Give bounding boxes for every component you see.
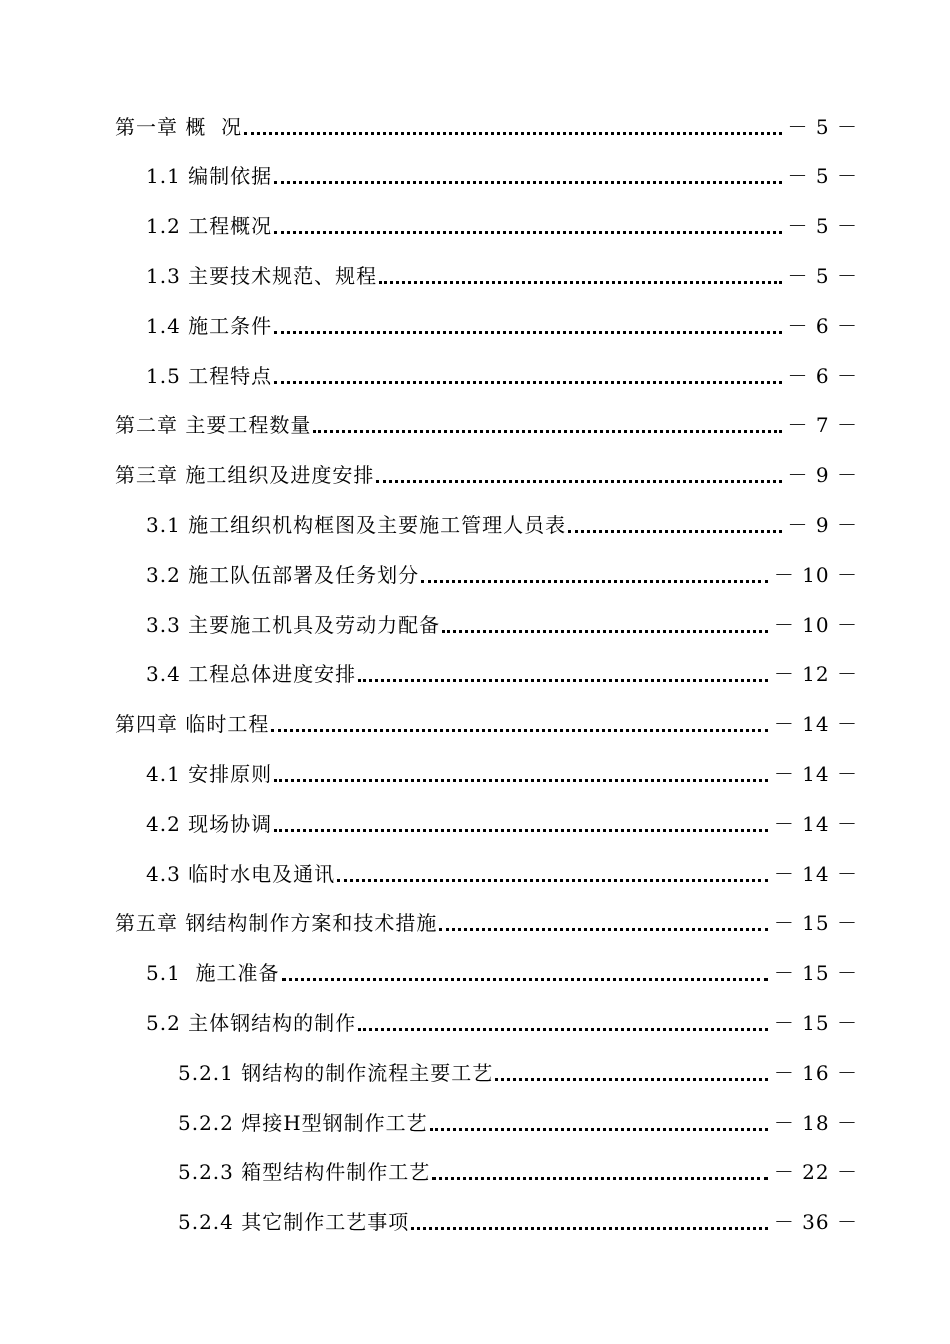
toc-entry[interactable] xyxy=(0,698,950,748)
toc-entry-page-number: － 5 － xyxy=(787,214,858,239)
toc-entry[interactable] xyxy=(0,897,950,947)
toc-entry-page-number: － 9 － xyxy=(787,512,858,537)
toc-entry-page-number: － 10 － xyxy=(773,612,858,637)
toc-entry-title: 4.3 临时水电及通讯 xyxy=(146,861,336,886)
dot-leader xyxy=(439,908,767,931)
toc-entry[interactable] xyxy=(0,1146,950,1196)
toc-entry-page-number: － 7 － xyxy=(787,413,858,438)
dot-leader xyxy=(495,1058,768,1081)
dot-leader xyxy=(274,211,781,234)
dot-leader xyxy=(274,759,768,782)
toc-entry-title: 1.4 施工条件 xyxy=(146,313,273,338)
dot-leader xyxy=(274,809,768,832)
toc-entry-title: 3.1 施工组织机构框图及主要施工管理人员表 xyxy=(146,512,567,537)
toc-entry-title: 3.4 工程总体进度安排 xyxy=(146,662,357,687)
dot-leader xyxy=(274,161,781,184)
toc-entry-title: 第二章 主要工程数量 xyxy=(115,413,312,438)
toc-entry[interactable] xyxy=(0,1046,950,1096)
toc-entry[interactable] xyxy=(0,1196,950,1246)
toc-entry[interactable] xyxy=(0,598,950,648)
toc-entry[interactable] xyxy=(0,200,950,250)
toc-entry[interactable] xyxy=(0,548,950,598)
toc-entry[interactable] xyxy=(0,299,950,349)
toc-entry-title: 1.5 工程特点 xyxy=(146,363,273,388)
toc-entry-page-number: － 18 － xyxy=(773,1110,858,1135)
toc-entry-title: 3.3 主要施工机具及劳动力配备 xyxy=(146,612,441,637)
dot-leader xyxy=(271,709,767,732)
toc-entry[interactable] xyxy=(0,996,950,1046)
toc-entry-page-number: － 5 － xyxy=(787,164,858,189)
toc-entry-title: 5.2.1 钢结构的制作流程主要工艺 xyxy=(178,1060,494,1085)
toc-entry-title: 1.2 工程概况 xyxy=(146,214,273,239)
dot-leader xyxy=(274,311,781,334)
dot-leader xyxy=(337,859,768,882)
toc-entry-page-number: － 36 － xyxy=(773,1210,858,1235)
toc-entry-page-number: － 12 － xyxy=(773,662,858,687)
toc-entry-title: 第四章 临时工程 xyxy=(115,712,270,737)
toc-entry-page-number: － 14 － xyxy=(773,861,858,886)
toc-entry-title: 5.2 主体钢结构的制作 xyxy=(146,1010,357,1035)
toc-entry-page-number: － 14 － xyxy=(773,712,858,737)
dot-leader xyxy=(421,560,768,583)
toc-entry-page-number: － 10 － xyxy=(773,562,858,587)
toc-entry-page-number: － 5 － xyxy=(787,114,858,139)
dot-leader xyxy=(376,460,781,483)
toc-entry-title: 5.2.2 焊接H型钢制作工艺 xyxy=(178,1110,428,1135)
toc-entry-title: 第三章 施工组织及进度安排 xyxy=(115,463,375,488)
toc-entry-page-number: － 14 － xyxy=(773,761,858,786)
toc-entry[interactable] xyxy=(0,249,950,299)
toc-entry-page-number: － 6 － xyxy=(787,363,858,388)
toc-entry-page-number: － 9 － xyxy=(787,463,858,488)
toc-entry[interactable] xyxy=(0,648,950,698)
toc-entry[interactable] xyxy=(0,747,950,797)
toc-entry[interactable] xyxy=(0,349,950,399)
toc-entry[interactable] xyxy=(0,797,950,847)
dot-leader xyxy=(430,1108,768,1131)
toc-entry-title: 4.2 现场协调 xyxy=(146,811,273,836)
toc-entry[interactable] xyxy=(0,1096,950,1146)
toc-entry[interactable] xyxy=(0,100,950,150)
toc-entry[interactable] xyxy=(0,947,950,997)
toc-entry-page-number: － 22 － xyxy=(773,1160,858,1185)
toc-entry[interactable] xyxy=(0,847,950,897)
dot-leader xyxy=(244,112,781,135)
toc-entry[interactable] xyxy=(0,399,950,449)
dot-leader xyxy=(274,361,781,384)
toc-entry-page-number: － 5 － xyxy=(787,263,858,288)
toc-entry-page-number: － 6 － xyxy=(787,313,858,338)
dot-leader xyxy=(358,1008,768,1031)
toc-entry[interactable] xyxy=(0,498,950,548)
dot-leader xyxy=(411,1207,768,1230)
toc-entry-title: 5.2.4 其它制作工艺事项 xyxy=(178,1210,410,1235)
toc-entry-title: 4.1 安排原则 xyxy=(146,761,273,786)
toc-entry-page-number: － 16 － xyxy=(773,1060,858,1085)
dot-leader xyxy=(379,261,781,284)
dot-leader xyxy=(313,410,781,433)
dot-leader xyxy=(442,610,768,633)
toc-entry[interactable] xyxy=(0,449,950,499)
toc-entry-page-number: － 15 － xyxy=(773,911,858,936)
toc-entry-title: 第五章 钢结构制作方案和技术措施 xyxy=(115,911,438,936)
toc-entry-title: 5.1 施工准备 xyxy=(146,961,280,986)
toc-entry-title: 5.2.3 箱型结构件制作工艺 xyxy=(178,1160,431,1185)
toc-entry-title: 1.1 编制依据 xyxy=(146,164,273,189)
toc-entry-page-number: － 14 － xyxy=(773,811,858,836)
toc-entry-title: 3.2 施工队伍部署及任务划分 xyxy=(146,562,420,587)
toc-entry-title: 第一章 概 况 xyxy=(115,114,243,139)
toc-entry-page-number: － 15 － xyxy=(773,961,858,986)
toc-entry-title: 1.3 主要技术规范、规程 xyxy=(146,263,378,288)
toc-entry[interactable] xyxy=(0,150,950,200)
toc-entry-page-number: － 15 － xyxy=(773,1010,858,1035)
dot-leader xyxy=(432,1157,768,1180)
dot-leader xyxy=(358,659,768,682)
dot-leader xyxy=(568,510,781,533)
dot-leader xyxy=(282,958,768,981)
